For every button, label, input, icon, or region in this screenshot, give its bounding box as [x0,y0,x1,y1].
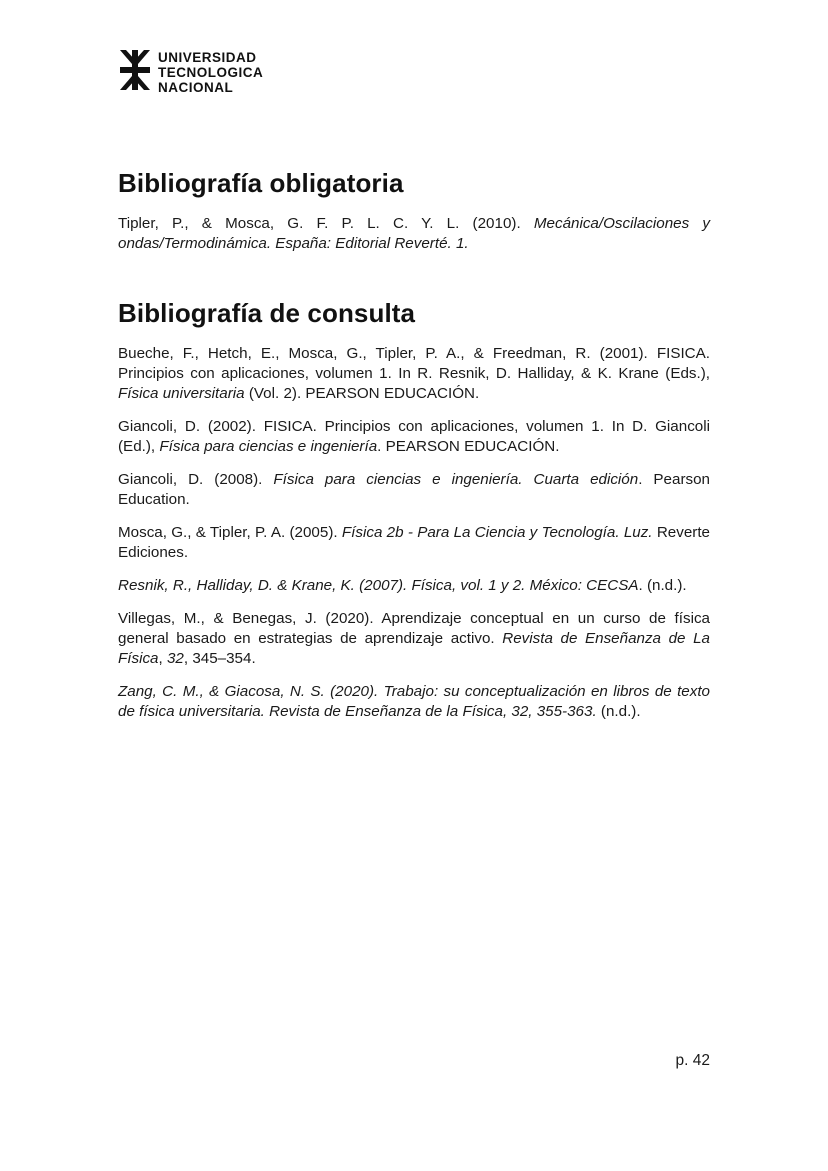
reference-text: . PEARSON EDUCACIÓN. [377,438,560,455]
reference-entry [118,609,710,669]
reference-text: (Vol. 2). PEARSON EDUCACIÓN. [244,385,480,402]
reference-italic-text: Física para ciencias e ingeniería. Cuarta edición [273,471,639,488]
section-title-mandatory: Bibliografía obligatoria [118,168,404,198]
reference-text: Giancoli, D. (2002). FISICA. Principios con aplicaciones, volumen 1. In D. Giancoli (Ed.), [118,418,710,455]
reference-text: . (n.d.). [638,577,687,594]
page-number: p. 42 [675,1052,710,1069]
reference-italic-text: Física 2b - Para La Ciencia y Tecnología. Luz. [341,524,653,541]
reference-entry [118,344,710,404]
reference-text: . Pearson Education. [118,471,710,508]
reference-italic-text: Resnik, R., Halliday, D. & Krane, K. (2007). Física, vol. 1 y 2. México: CECSA [118,577,639,594]
reference-text: Villegas, M., & Benegas, J. (2020). Aprendizaje conceptual en un curso de física general basado en estrategias de aprendizaje activo. [118,610,710,647]
mandatory-references [118,214,710,254]
reference-text: Bueche, F., Hetch, E., Mosca, G., Tipler, P. A., & Freedman, R. (2001). FISICA. Principios con aplicaciones, volumen 1. In R. Resnik, D. Halliday, & K. Krane (Eds.), [118,345,710,382]
utn-logo-icon [118,48,152,92]
reference-text: Giancoli, D. (2008). [118,471,274,488]
university-name-line-2: TECNOLOGICA [158,65,264,80]
consultation-references [118,344,710,722]
reference-text: Mosca, G., & Tipler, P. A. (2005). [118,524,342,541]
university-name-line-1: UNIVERSIDAD [158,50,257,65]
reference-text: Tipler, P., & Mosca, G. F. P. L. C. Y. L. (2010). [118,215,534,232]
reference-text: , 345–354. [183,650,256,667]
reference-entry [118,214,710,254]
section-title-consultation: Bibliografía de consulta [118,298,416,328]
reference-entry [118,682,710,722]
reference-text: , [158,650,167,667]
university-header [118,48,263,95]
reference-italic-text: Revista de Enseñanza de La Física [118,630,710,667]
reference-entry [118,470,710,510]
reference-text: (n.d.). [596,703,641,720]
reference-italic-text: Mecánica/Oscilaciones y ondas/Termodinámica. España: Editorial Reverté. 1. [118,215,710,252]
reference-entry [118,576,710,596]
reference-entry [118,523,710,563]
university-name [158,50,263,95]
reference-italic-text: 32 [166,650,184,667]
reference-text: Reverte Ediciones. [118,524,710,561]
reference-italic-text: Zang, C. M., & Giacosa, N. S. (2020). Trabajo: su conceptualización en libros de texto de física universitaria. Revista de Enseñanza de la Física, 32, 355-363. [118,683,710,720]
reference-italic-text: Física para ciencias e ingeniería [159,438,378,455]
reference-entry [118,417,710,457]
university-name-line-3: NACIONAL [158,80,234,95]
reference-italic-text: Física universitaria [118,385,245,402]
